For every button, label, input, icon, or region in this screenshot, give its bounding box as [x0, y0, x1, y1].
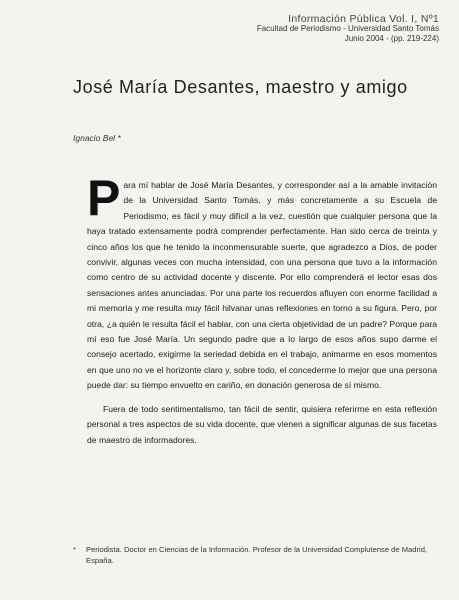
drop-cap: P — [87, 170, 121, 226]
institution-name: Facultad de Periodismo - Universidad Santo Tomás — [256, 24, 439, 33]
article-author: Ignacio Bel * — [73, 133, 121, 143]
paragraph-1 — [87, 170, 437, 394]
journal-name: Información Pública Vol. I, Nº1 — [288, 13, 439, 25]
article-body — [87, 170, 437, 448]
running-header — [257, 14, 439, 44]
footnote — [73, 544, 443, 566]
footnote-mark: * — [73, 545, 76, 554]
footnote-text: Periodista. Doctor en Ciencias de la Información. Profesor de la Universidad Complutense de Madrid, España. — [86, 545, 428, 565]
article-title: José María Desantes, maestro y amigo — [73, 77, 408, 97]
paragraph-1-text: ara mí hablar de José María Desantes, y corresponder así a la amable invitación de la Universidad Santo Tomás, y más concretamente a su Escuela de Periodismo, es fácil y muy difícil a la vez, cuestión que cualquier persona que la haya tratado extensamente podrá comprender perfectamente. Han sido cerca de treinta y cinco años los que he tenido la inconmensurable suerte, que agradezco a Dios, de poder convivir, algunas veces con mucha intensidad, con una persona que tuvo a la información como centro de su actividad docente y discente. Por ello comprenderá el lector esas dos sensaciones antes anunciadas. Por una parte los recuerdos afluyen con enorme facilidad a mi memoria y me resulta muy fácil hilvanar unas reflexiones en torno a su figura. Pero, por otra, ¿a quién le resulta fácil el hablar, con una cierta objetividad de un padre? Porque para mí eso fue José María. Un segundo padre que a lo largo de esos años supo darme el consejo acertado, exigirme la seriedad debida en el trabajo, animarme en esos momentos en que uno no ve el horizonte claro y, sobre todo, el concederme lo mejor que una persona puede dar: su tiempo envuelto en cariño, en donación generosa de sí mismo. — [87, 180, 437, 391]
issue-date-pages: Junio 2004 - (pp. 219-224) — [344, 34, 439, 43]
paragraph-2: Fuera de todo sentimentalismo, tan fácil de sentir, quisiera referirme en esta reflexión personal a tres aspectos de su vida docente, que vienen a significar algunas de sus facetas de maestro de informadores. — [87, 403, 437, 445]
